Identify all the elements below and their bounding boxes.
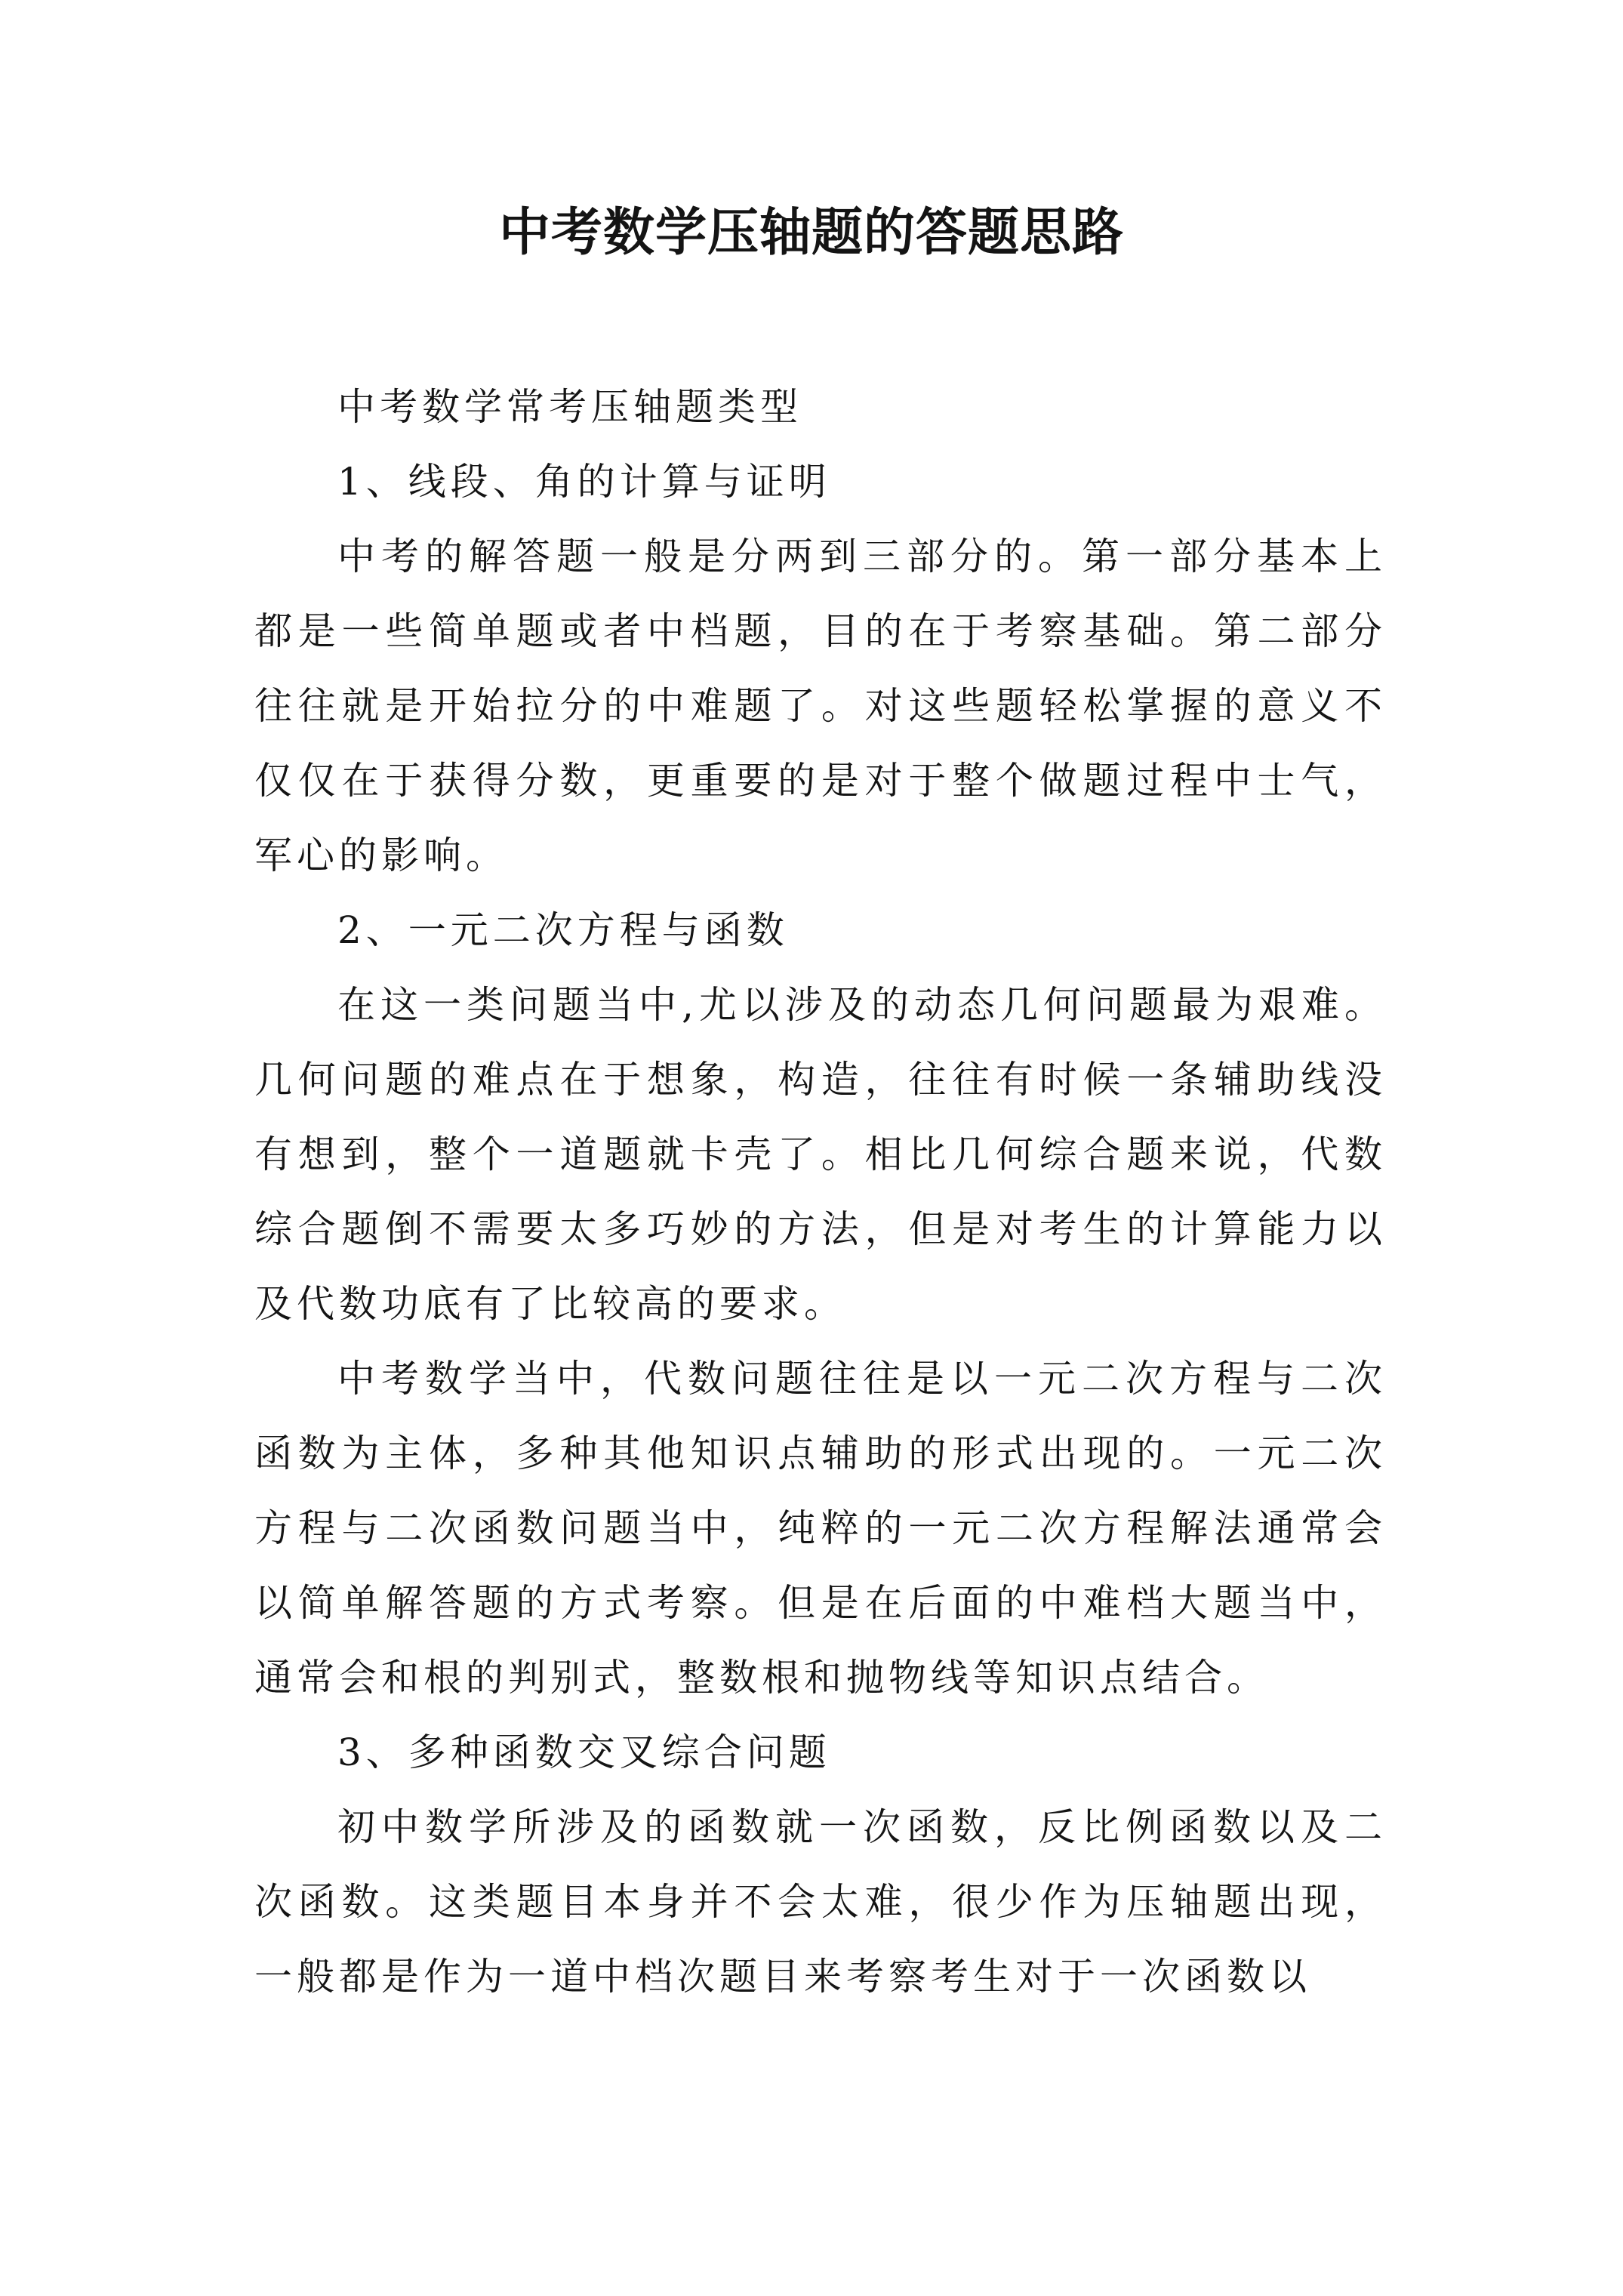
document-body (254, 370, 1387, 2014)
paragraph-body-4: 初中数学所涉及的函数就一次函数，反比例函数以及二次函数。这类题目本身并不会太难，很少作为压轴题出现，一般都是作为一道中档次题目来考察考生对于一次函数以 (254, 1805, 1387, 1999)
paragraph-heading-3: 3、多种函数交叉综合问题 (337, 1730, 831, 1774)
paragraph-body-2: 在这一类问题当中,尤以涉及的动态几何问题最为艰难。几何问题的难点在于想象，构造，往往有时候一条辅助线没有想到，整个一道题就卡壳了。相比几何综合题来说，代数综合题倒不需要太多巧妙的方法，但是对考生的计算能力以及代数功底有了比较高的要求。 (254, 983, 1387, 1326)
document-title: 中考数学压轴题的答题思路 (498, 202, 1124, 263)
paragraph-body-3: 中考数学当中，代数问题往往是以一元二次方程与二次函数为主体，多种其他知识点辅助的形式出现的。一元二次方程与二次函数问题当中，纯粹的一元二次方程解法通常会以简单解答题的方式考察。但是在后面的中难档大题当中，通常会和根的判别式，整数根和抛物线等知识点结合。 (254, 1357, 1387, 1700)
paragraph-body-1: 中考的解答题一般是分两到三部分的。第一部分基本上都是一些简单题或者中档题，目的在于考察基础。第二部分往往就是开始拉分的中难题了。对这些题轻松掌握的意义不仅仅在于获得分数，更重要的是对于整个做题过程中士气，军心的影响。 (254, 535, 1387, 877)
paragraph-heading-1: 1、线段、角的计算与证明 (337, 460, 831, 504)
paragraph-heading-types: 中考数学常考压轴题类型 (337, 385, 802, 429)
paragraph-heading-2: 2、一元二次方程与函数 (337, 908, 789, 952)
